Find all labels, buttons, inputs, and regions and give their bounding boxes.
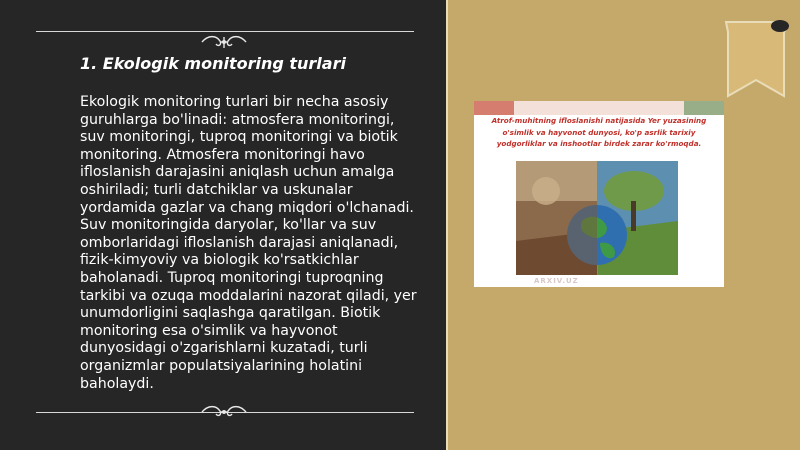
card-top-band xyxy=(474,101,724,115)
slide-title: 1. Ekologik monitoring turlari xyxy=(80,54,346,73)
earth-illustration xyxy=(516,161,678,275)
ornament-bottom-icon xyxy=(196,403,252,421)
top-divider xyxy=(36,31,414,32)
card-footer-watermark: ARXIV.UZ xyxy=(534,277,579,285)
ornament-top-icon xyxy=(196,33,252,51)
illustration-card xyxy=(474,101,724,287)
slide-body-text: Ekologik monitoring turlari bir necha asosiy guruhlarga bo'linadi: atmosfera monitoringi, suv monitoringi, tuproq monitoringi va biotik monitoring. Atmosfera monitoringi havo ifloslanish darajasini aniqlash uchun amalga oshiriladi; turli datchiklar va uskunalar yordamida gazlar va chang miqdori o'lchanadi. Suv monitoringida daryolar, ko'llar va suv omborlaridagi ifloslanish darajasi aniqlanadi, fizik-kimyoviy va biologik ko'rsatkichlar baholanadi. Tuproq monitoringi tuproqning tarkibi va ozuqa moddalarini nazorat qiladi, yer unumdorligini saqlashga qaratilgan. Biotik monitoring esa o'simlik va hayvonot dunyosidagi o'zgarishlarni kuzatadi, turli organizmlar populatsiyalarining holatini baholaydi. xyxy=(80,94,417,392)
bookmark-icon xyxy=(716,18,792,100)
card-caption: Atrof-muhitning ifloslanishi natijasida Yer yuzasining o'simlik va hayvonot dunyosi, ko'p asrlik tarixiy yodgorliklar va inshootlar birdek zarar ko'rmoqda. xyxy=(491,116,707,148)
